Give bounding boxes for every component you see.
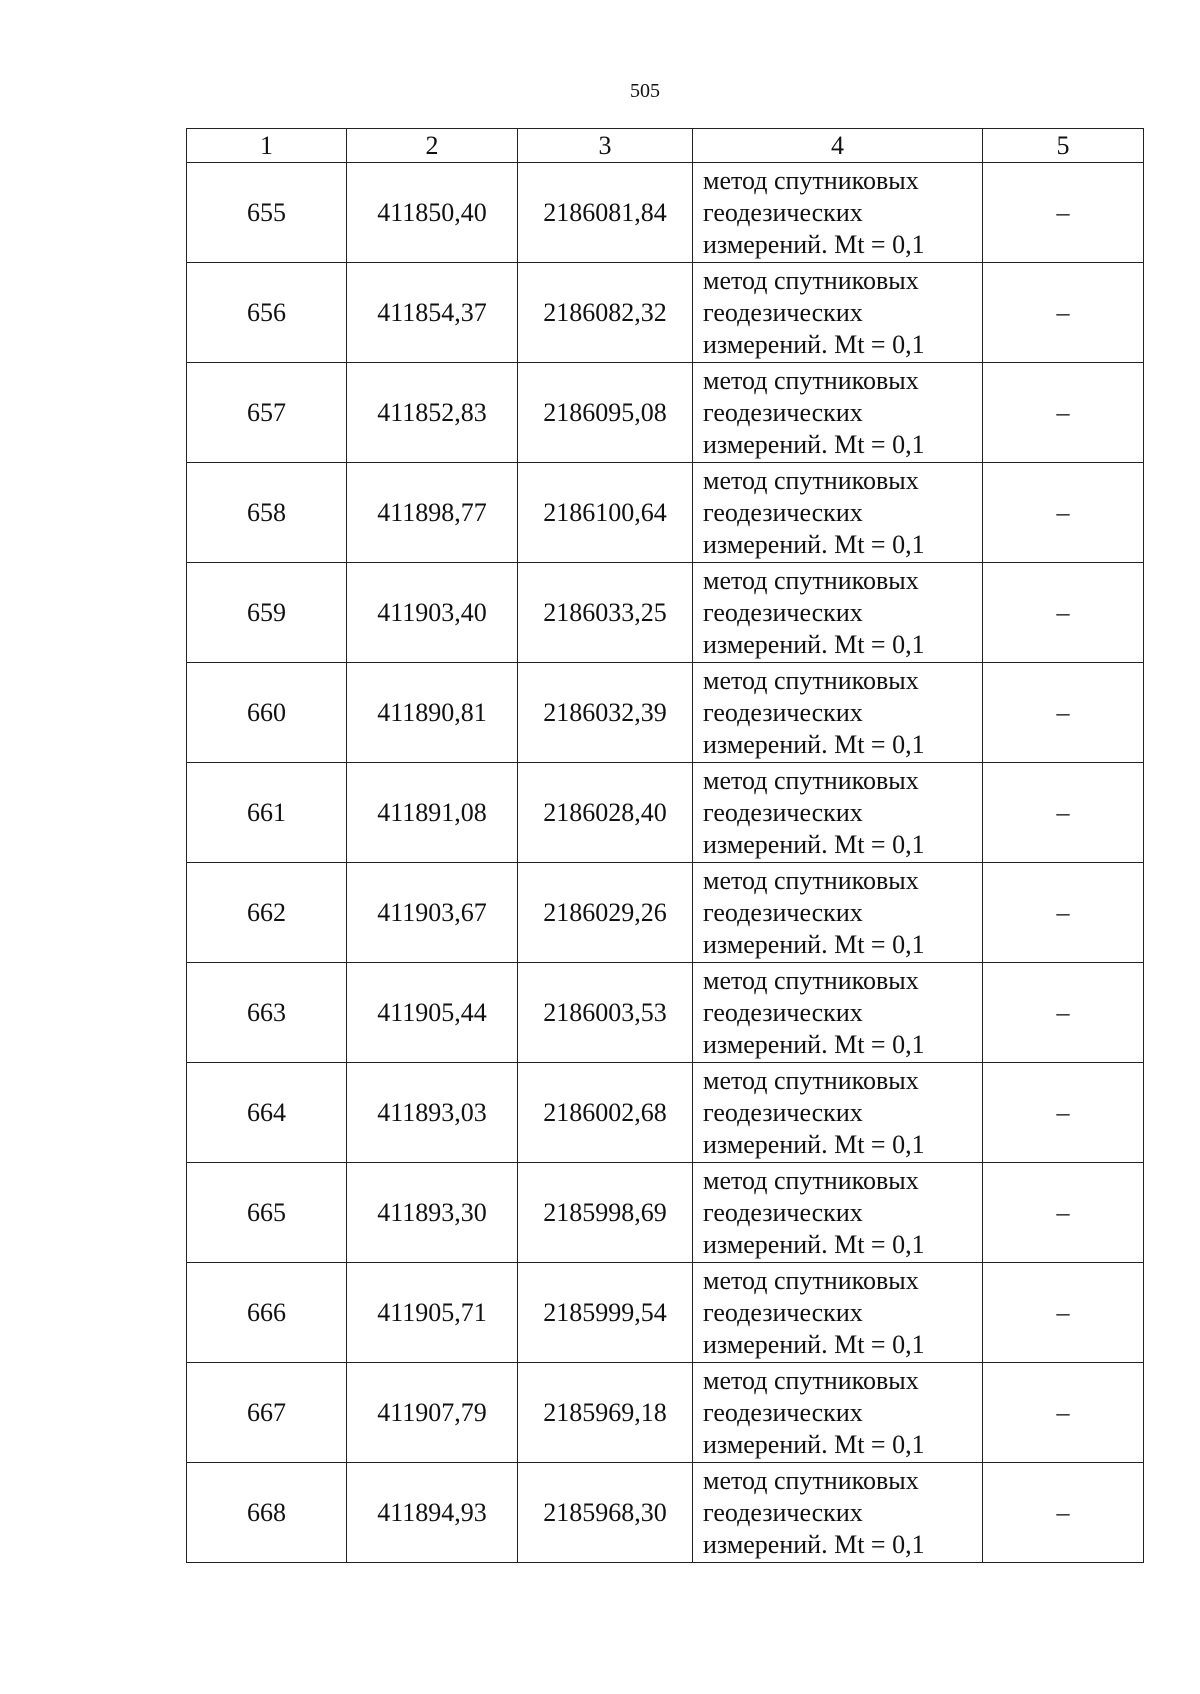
method-line: измерений. Mt = 0,1: [703, 329, 925, 359]
method-line: метод спутниковых: [703, 1165, 919, 1195]
method-line: измерений. Mt = 0,1: [703, 1429, 925, 1459]
page-number: 505: [630, 80, 660, 102]
y-coordinate-cell: 2186100,64: [518, 463, 693, 563]
method-line: измерений. Mt = 0,1: [703, 929, 925, 959]
method-line: метод спутниковых: [703, 165, 919, 195]
note-cell: –: [983, 263, 1144, 363]
x-coordinate-cell: 411890,81: [347, 663, 518, 763]
method-cell: [693, 163, 983, 263]
method-line: измерений. Mt = 0,1: [703, 1029, 925, 1059]
method-cell: [693, 1363, 983, 1463]
note-cell: –: [983, 763, 1144, 863]
table-row: [187, 863, 1144, 963]
note-cell: –: [983, 1063, 1144, 1163]
method-line: измерений. Mt = 0,1: [703, 1329, 925, 1359]
method-line: измерений. Mt = 0,1: [703, 1229, 925, 1259]
method-cell: [693, 463, 983, 563]
x-coordinate-cell: 411898,77: [347, 463, 518, 563]
method-line: геодезических: [703, 1297, 863, 1327]
note-cell: –: [983, 663, 1144, 763]
point-number-cell: 660: [187, 663, 347, 763]
method-cell: [693, 263, 983, 363]
method-cell: [693, 963, 983, 1063]
point-number-cell: 666: [187, 1263, 347, 1363]
method-line: измерений. Mt = 0,1: [703, 429, 925, 459]
x-coordinate-cell: 411852,83: [347, 363, 518, 463]
y-coordinate-cell: 2186081,84: [518, 163, 693, 263]
method-cell: [693, 1063, 983, 1163]
method-line: метод спутниковых: [703, 665, 919, 695]
method-line: измерений. Mt = 0,1: [703, 629, 925, 659]
y-coordinate-cell: 2185999,54: [518, 1263, 693, 1363]
y-coordinate-cell: 2186029,26: [518, 863, 693, 963]
note-cell: –: [983, 1463, 1144, 1563]
method-line: метод спутниковых: [703, 765, 919, 795]
x-coordinate-cell: 411903,40: [347, 563, 518, 663]
y-coordinate-cell: 2186095,08: [518, 363, 693, 463]
method-cell: [693, 1263, 983, 1363]
table-row: [187, 1163, 1144, 1263]
method-cell: [693, 363, 983, 463]
point-number-cell: 658: [187, 463, 347, 563]
method-line: геодезических: [703, 1497, 863, 1527]
header-col-4: 4: [693, 129, 983, 163]
x-coordinate-cell: 411905,71: [347, 1263, 518, 1363]
table-row: [187, 1363, 1144, 1463]
method-line: метод спутниковых: [703, 465, 919, 495]
method-line: измерений. Mt = 0,1: [703, 229, 925, 259]
method-cell: [693, 863, 983, 963]
x-coordinate-cell: 411850,40: [347, 163, 518, 263]
method-line: метод спутниковых: [703, 1265, 919, 1295]
table-body: [187, 163, 1144, 1563]
note-cell: –: [983, 363, 1144, 463]
header-col-2: 2: [347, 129, 518, 163]
table-row: [187, 163, 1144, 263]
point-number-cell: 663: [187, 963, 347, 1063]
method-line: метод спутниковых: [703, 265, 919, 295]
method-cell: [693, 763, 983, 863]
method-line: измерений. Mt = 0,1: [703, 1529, 925, 1559]
x-coordinate-cell: 411903,67: [347, 863, 518, 963]
method-line: метод спутниковых: [703, 365, 919, 395]
table-row: [187, 1463, 1144, 1563]
y-coordinate-cell: 2186033,25: [518, 563, 693, 663]
method-line: геодезических: [703, 1197, 863, 1227]
method-line: геодезических: [703, 897, 863, 927]
y-coordinate-cell: 2186032,39: [518, 663, 693, 763]
method-line: геодезических: [703, 697, 863, 727]
point-number-cell: 661: [187, 763, 347, 863]
method-line: метод спутниковых: [703, 965, 919, 995]
y-coordinate-cell: 2186028,40: [518, 763, 693, 863]
note-cell: –: [983, 563, 1144, 663]
y-coordinate-cell: 2186003,53: [518, 963, 693, 1063]
table-row: [187, 963, 1144, 1063]
note-cell: –: [983, 163, 1144, 263]
table-row: [187, 363, 1144, 463]
method-line: геодезических: [703, 197, 863, 227]
table-row: [187, 463, 1144, 563]
table-row: [187, 263, 1144, 363]
method-line: метод спутниковых: [703, 1365, 919, 1395]
note-cell: –: [983, 863, 1144, 963]
table-row: [187, 563, 1144, 663]
note-cell: –: [983, 963, 1144, 1063]
header-col-1: 1: [187, 129, 347, 163]
method-cell: [693, 1163, 983, 1263]
method-line: геодезических: [703, 797, 863, 827]
point-number-cell: 665: [187, 1163, 347, 1263]
method-cell: [693, 663, 983, 763]
method-line: геодезических: [703, 397, 863, 427]
point-number-cell: 655: [187, 163, 347, 263]
note-cell: –: [983, 1263, 1144, 1363]
y-coordinate-cell: 2186082,32: [518, 263, 693, 363]
method-line: геодезических: [703, 1097, 863, 1127]
coordinates-table: [186, 128, 1144, 1563]
method-line: измерений. Mt = 0,1: [703, 729, 925, 759]
x-coordinate-cell: 411891,08: [347, 763, 518, 863]
table-row: [187, 1063, 1144, 1163]
header-row: [187, 129, 1144, 163]
table-row: [187, 763, 1144, 863]
x-coordinate-cell: 411854,37: [347, 263, 518, 363]
method-line: измерений. Mt = 0,1: [703, 529, 925, 559]
y-coordinate-cell: 2185969,18: [518, 1363, 693, 1463]
method-cell: [693, 1463, 983, 1563]
x-coordinate-cell: 411905,44: [347, 963, 518, 1063]
point-number-cell: 659: [187, 563, 347, 663]
point-number-cell: 662: [187, 863, 347, 963]
table-header: [187, 129, 1144, 163]
method-line: метод спутниковых: [703, 1465, 919, 1495]
y-coordinate-cell: 2185968,30: [518, 1463, 693, 1563]
x-coordinate-cell: 411894,93: [347, 1463, 518, 1563]
note-cell: –: [983, 1363, 1144, 1463]
note-cell: –: [983, 463, 1144, 563]
method-line: геодезических: [703, 597, 863, 627]
method-line: метод спутниковых: [703, 565, 919, 595]
header-col-3: 3: [518, 129, 693, 163]
method-line: метод спутниковых: [703, 1065, 919, 1095]
point-number-cell: 668: [187, 1463, 347, 1563]
point-number-cell: 656: [187, 263, 347, 363]
method-line: геодезических: [703, 297, 863, 327]
x-coordinate-cell: 411907,79: [347, 1363, 518, 1463]
y-coordinate-cell: 2185998,69: [518, 1163, 693, 1263]
method-line: геодезических: [703, 497, 863, 527]
method-cell: [693, 563, 983, 663]
method-line: метод спутниковых: [703, 865, 919, 895]
table-row: [187, 1263, 1144, 1363]
y-coordinate-cell: 2186002,68: [518, 1063, 693, 1163]
x-coordinate-cell: 411893,30: [347, 1163, 518, 1263]
point-number-cell: 664: [187, 1063, 347, 1163]
point-number-cell: 667: [187, 1363, 347, 1463]
method-line: измерений. Mt = 0,1: [703, 829, 925, 859]
method-line: геодезических: [703, 1397, 863, 1427]
point-number-cell: 657: [187, 363, 347, 463]
method-line: геодезических: [703, 997, 863, 1027]
note-cell: –: [983, 1163, 1144, 1263]
x-coordinate-cell: 411893,03: [347, 1063, 518, 1163]
table-row: [187, 663, 1144, 763]
method-line: измерений. Mt = 0,1: [703, 1129, 925, 1159]
header-col-5: 5: [983, 129, 1144, 163]
